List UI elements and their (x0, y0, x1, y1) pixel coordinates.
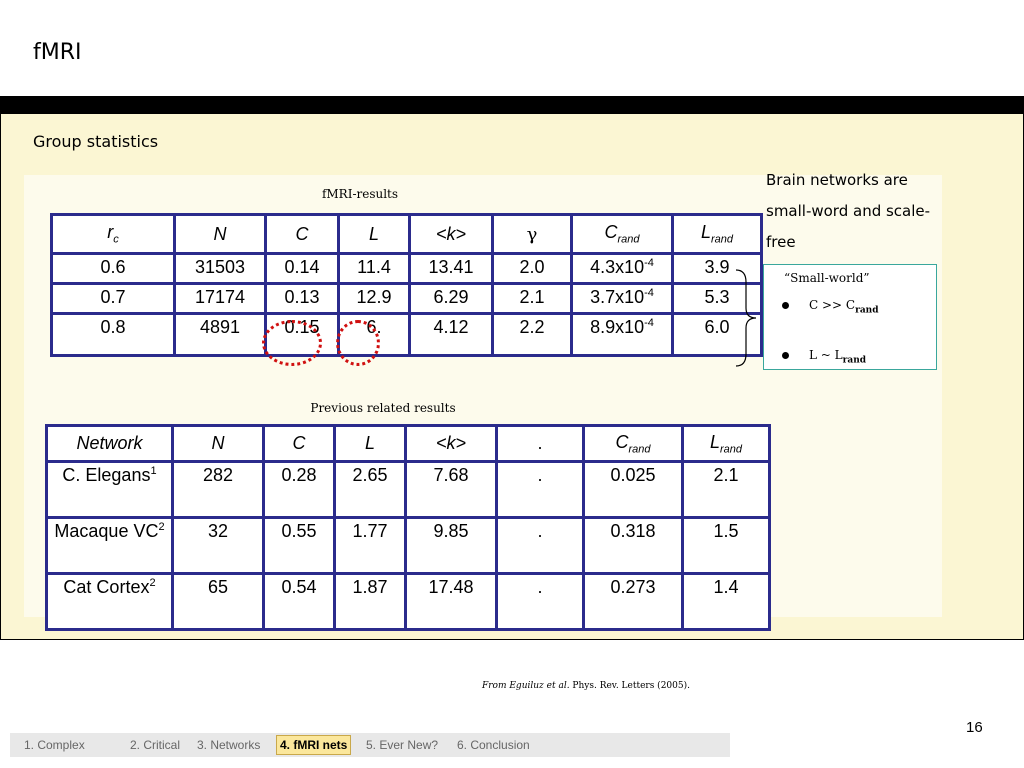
cell-c: 0.14 (266, 254, 339, 284)
table-header-row (47, 426, 770, 462)
cell-k: 4.12 (410, 314, 493, 356)
cell-l: 11.4 (339, 254, 410, 284)
header-l: L (339, 215, 410, 254)
nav-item-complex[interactable]: 1. Complex (24, 738, 85, 752)
cell-dot: . (497, 518, 584, 574)
citation: From Eguiluz et al. Phys. Rev. Letters (2005). (482, 681, 690, 691)
header-n: N (173, 426, 264, 462)
highlight-circle-l (336, 320, 380, 366)
table-row (52, 254, 762, 284)
small-world-title: “Small-world” (784, 271, 870, 285)
cell-k: 7.68 (406, 462, 497, 518)
cell-k: 13.41 (410, 254, 493, 284)
cell-lrand: 1.4 (683, 574, 770, 630)
cell-gamma: 2.0 (493, 254, 572, 284)
header-crand: $C_{rand}$ (572, 215, 673, 254)
cell-c: 0.13 (266, 284, 339, 314)
bullet-icon (782, 352, 789, 359)
fmri-table-caption: fMRI-results (321, 187, 399, 201)
header-l: L (335, 426, 406, 462)
header-c: C (266, 215, 339, 254)
nav-item-critical[interactable]: 2. Critical (130, 738, 181, 752)
cell-c: 0.15 (266, 314, 339, 356)
cell-crand: $3.7x10^{-4}$ (572, 284, 673, 314)
header-n: N (175, 215, 266, 254)
side-note: Brain networks are small-word and scale-free (766, 171, 931, 251)
previous-results-table (45, 424, 771, 631)
page-number: 16 (966, 719, 983, 736)
cell-network: C. Elegans$^1$ (47, 462, 173, 518)
section-nav-bar (10, 733, 730, 757)
nav-item-ever-new[interactable]: 5. Ever New? (366, 738, 439, 752)
header-rc: $r_c$ (52, 215, 175, 254)
cell-lrand: 5.3 (673, 284, 762, 314)
nav-item-conclusion[interactable]: 6. Conclusion (457, 738, 530, 752)
slide-title: fMRI (33, 40, 82, 65)
table-row (47, 574, 770, 630)
table-row (52, 314, 762, 356)
header-c: C (264, 426, 335, 462)
table-row (47, 462, 770, 518)
cell-lrand: 2.1 (683, 462, 770, 518)
cell-l: 6. (339, 314, 410, 356)
cell-crand: 0.025 (584, 462, 683, 518)
header-divider-bar (0, 96, 1024, 114)
header-lrand: $L_{rand}$ (683, 426, 770, 462)
cell-k: 6.29 (410, 284, 493, 314)
small-world-box (763, 264, 937, 370)
cell-l: 1.87 (335, 574, 406, 630)
header-k: <k> (410, 215, 493, 254)
cell-lrand: 1.5 (683, 518, 770, 574)
prev-table-caption: Previous related results (310, 401, 456, 415)
curly-brace-icon (734, 268, 758, 368)
cell-n: 32 (173, 518, 264, 574)
small-world-item-path-length: L ~ $L_{rand}$ (782, 348, 866, 365)
cell-l: 1.77 (335, 518, 406, 574)
cell-crand: 0.273 (584, 574, 683, 630)
bullet-icon (782, 302, 789, 309)
cell-network: Cat Cortex$^2$ (47, 574, 173, 630)
cell-n: 4891 (175, 314, 266, 356)
header-dot: . (497, 426, 584, 462)
nav-item-fmri-nets[interactable]: 4. fMRI nets (276, 735, 351, 755)
table-header-row (52, 215, 762, 254)
header-lrand: $L_{rand}$ (673, 215, 762, 254)
cell-n: 31503 (175, 254, 266, 284)
cell-rc: 0.8 (52, 314, 175, 356)
cell-crand: $8.9x10^{-4}$ (572, 314, 673, 356)
header-crand: $C_{rand}$ (584, 426, 683, 462)
cell-network: Macaque $VC^2$ (47, 518, 173, 574)
cell-l: 12.9 (339, 284, 410, 314)
cell-c: 0.28 (264, 462, 335, 518)
cell-gamma: 2.2 (493, 314, 572, 356)
cell-l: 2.65 (335, 462, 406, 518)
highlight-circle-c (262, 320, 322, 366)
fmri-results-table (50, 213, 763, 357)
table-row (52, 284, 762, 314)
cell-n: 17174 (175, 284, 266, 314)
cell-n: 282 (173, 462, 264, 518)
small-world-item-clustering: $C >> C_{rand}$ (782, 298, 879, 315)
cell-lrand: 6.0 (673, 314, 762, 356)
nav-item-networks[interactable]: 3. Networks (197, 738, 261, 752)
cell-dot: . (497, 462, 584, 518)
header-network: Network (47, 426, 173, 462)
table-row (47, 518, 770, 574)
cell-gamma: 2.1 (493, 284, 572, 314)
cell-rc: 0.6 (52, 254, 175, 284)
section-heading: Group statistics (33, 132, 159, 151)
cell-crand: $4.3x10^{-4}$ (572, 254, 673, 284)
cell-c: 0.55 (264, 518, 335, 574)
cell-dot: . (497, 574, 584, 630)
cell-k: 17.48 (406, 574, 497, 630)
cell-c: 0.54 (264, 574, 335, 630)
cell-rc: 0.7 (52, 284, 175, 314)
header-gamma: γ (493, 215, 572, 254)
cell-lrand: 3.9 (673, 254, 762, 284)
cell-k: 9.85 (406, 518, 497, 574)
cell-crand: 0.318 (584, 518, 683, 574)
header-k: <k> (406, 426, 497, 462)
cell-n: 65 (173, 574, 264, 630)
